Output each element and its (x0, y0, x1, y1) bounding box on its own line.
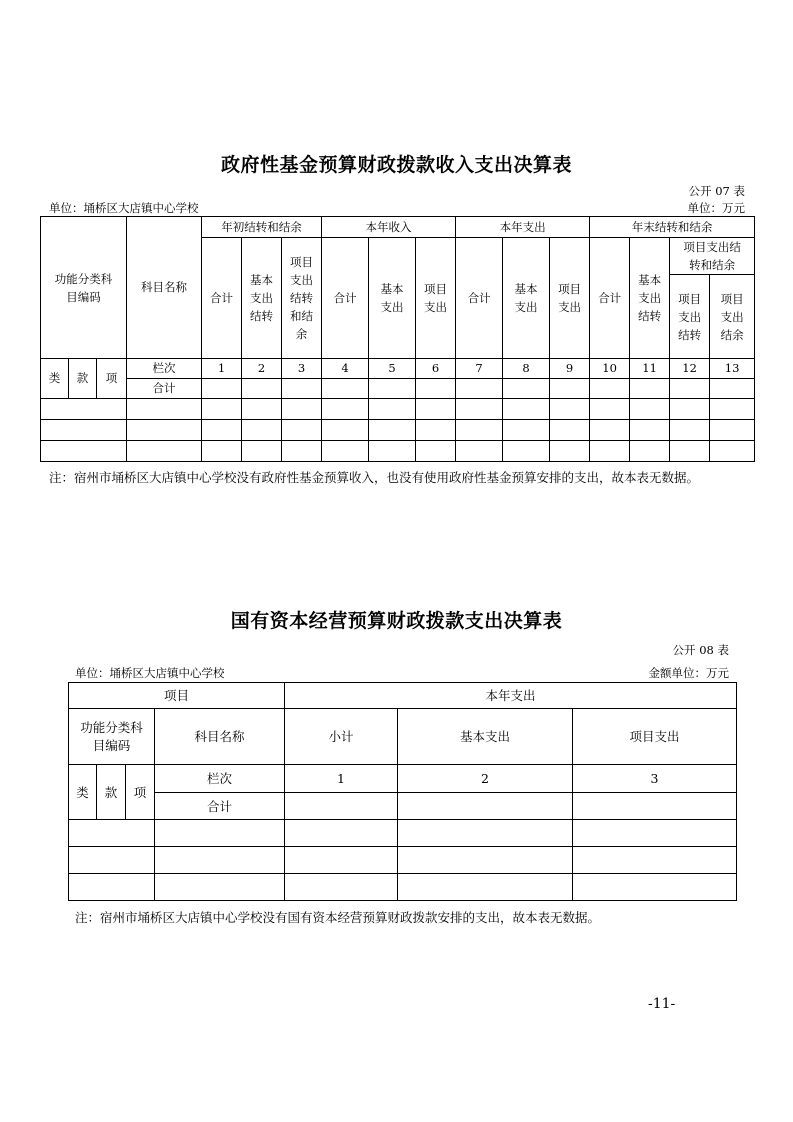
table-row (69, 874, 737, 901)
t1-expense-project: 项目支出 (550, 238, 590, 359)
t1-subject-name-header: 科目名称 (127, 217, 202, 359)
table1-unit-right: 单位：万元 (687, 201, 745, 215)
t1-end-basic-carry: 基本支出结转 (630, 238, 670, 359)
t1-col-num: 7 (456, 359, 503, 379)
t2-lanci: 栏次 (155, 765, 285, 793)
table-row (69, 820, 737, 847)
table-row (41, 441, 755, 462)
table1-note: 注：宿州市埇桥区大店镇中心学校没有政府性基金预算收入，也没有使用政府性基金预算安排的支出，故本表无数据。 (49, 470, 700, 485)
t2-year-expense-header: 本年支出 (285, 683, 737, 709)
t1-col-num: 6 (416, 359, 456, 379)
t1-income-total: 合计 (322, 238, 369, 359)
t1-end-total: 合计 (590, 238, 630, 359)
t1-group-income: 本年收入 (322, 217, 456, 238)
table2-unit-right: 金额单位：万元 (648, 666, 729, 680)
table1-grid (40, 216, 755, 462)
t1-lanci: 栏次 (127, 359, 202, 379)
t1-group-begin: 年初结转和结余 (202, 217, 322, 238)
table-row (41, 420, 755, 441)
t1-group-end: 年末结转和结余 (590, 217, 755, 238)
t1-heji: 合计 (127, 379, 202, 399)
t1-col-num: 12 (670, 359, 710, 379)
t1-end-project-carry: 项目支出结转 (670, 275, 710, 359)
table1-code: 公开 07 表 (688, 184, 745, 198)
t1-end-project-group: 项目支出结转和结余 (670, 238, 755, 275)
table-row (41, 399, 755, 420)
table-row (69, 847, 737, 874)
table1-unit-left: 单位：埇桥区大店镇中心学校 (49, 201, 199, 215)
t1-func-code-header: 功能分类科目编码 (41, 217, 127, 359)
t1-income-basic: 基本支出 (369, 238, 416, 359)
t2-heji: 合计 (155, 793, 285, 820)
t2-kuan: 款 (97, 765, 126, 820)
t1-lei: 类 (41, 359, 69, 399)
t2-subject-name-header: 科目名称 (155, 709, 285, 765)
t2-lei: 类 (69, 765, 97, 820)
t2-func-code-header: 功能分类科目编码 (69, 709, 155, 765)
t2-subtotal-header: 小计 (285, 709, 398, 765)
t1-group-expense: 本年支出 (456, 217, 590, 238)
t2-item-header: 项目 (69, 683, 285, 709)
t1-income-project: 项目支出 (416, 238, 456, 359)
t1-col-num: 9 (550, 359, 590, 379)
t2-col-num: 3 (573, 765, 737, 793)
table2-unit-left: 单位：埇桥区大店镇中心学校 (75, 666, 225, 680)
t1-col-num: 2 (242, 359, 282, 379)
t2-col-num: 2 (398, 765, 573, 793)
t1-expense-total: 合计 (456, 238, 503, 359)
t1-begin-basic-carry: 基本支出结转 (242, 238, 282, 359)
t2-project-header: 项目支出 (573, 709, 737, 765)
t2-basic-header: 基本支出 (398, 709, 573, 765)
table2-note: 注：宿州市埇桥区大店镇中心学校没有国有资本经营预算财政拨款安排的支出，故本表无数据。 (75, 910, 601, 925)
t1-end-project-surplus: 项目支出结余 (710, 275, 755, 359)
table1-title: 政府性基金预算财政拨款收入支出决算表 (220, 154, 572, 176)
t1-begin-project-carry: 项目支出结转和结余 (282, 238, 322, 359)
t1-col-num: 13 (710, 359, 755, 379)
t1-col-num: 10 (590, 359, 630, 379)
t1-col-num: 8 (503, 359, 550, 379)
table2-title: 国有资本经营预算财政拨款支出决算表 (230, 610, 563, 632)
t1-col-num: 5 (369, 359, 416, 379)
t2-xiang: 项 (126, 765, 155, 820)
table2-grid (68, 682, 737, 901)
t1-xiang: 项 (97, 359, 127, 399)
t1-col-num: 3 (282, 359, 322, 379)
t1-expense-basic: 基本支出 (503, 238, 550, 359)
table2-code: 公开 08 表 (672, 643, 729, 657)
page-number: -11- (648, 996, 676, 1012)
t1-col-num: 11 (630, 359, 670, 379)
t1-kuan: 款 (69, 359, 97, 399)
t1-begin-total: 合计 (202, 238, 242, 359)
t2-col-num: 1 (285, 765, 398, 793)
t1-col-num: 4 (322, 359, 369, 379)
t1-col-num: 1 (202, 359, 242, 379)
